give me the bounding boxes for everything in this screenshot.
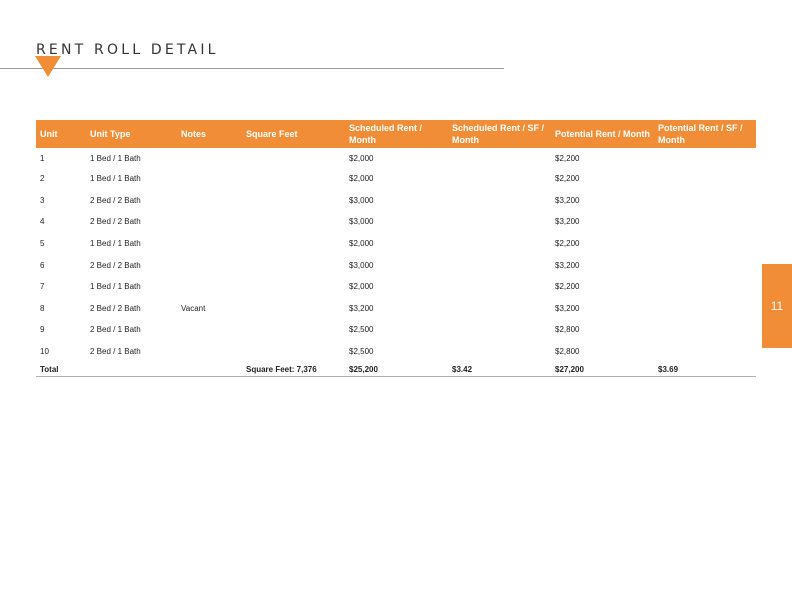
cell-unit-type: 2 Bed / 1 Bath bbox=[90, 347, 141, 357]
cell-scheduled-rent: $2,000 bbox=[349, 153, 374, 163]
cell-scheduled-rent: $2,500 bbox=[349, 325, 374, 335]
header-square-feet: Square Feet bbox=[242, 120, 345, 148]
cell-square-feet bbox=[242, 319, 345, 341]
cell-scheduled-rent: $3,200 bbox=[349, 303, 374, 313]
cell-unit-type: 1 Bed / 1 Bath bbox=[90, 153, 141, 163]
cell-notes bbox=[177, 341, 242, 363]
header-unit-type: Unit Type bbox=[86, 120, 177, 148]
cell-unit: 7 bbox=[40, 282, 45, 292]
cell-potential-rent: $2,200 bbox=[555, 239, 580, 249]
title-divider bbox=[0, 68, 504, 69]
cell-scheduled-rent-sf bbox=[448, 233, 551, 255]
cell-notes: Vacant bbox=[181, 303, 206, 313]
cell-potential-rent: $3,200 bbox=[555, 303, 580, 313]
cell-square-feet bbox=[242, 341, 345, 363]
cell-unit-type: 2 Bed / 2 Bath bbox=[90, 260, 141, 270]
header-potential-rent-sf: Potential Rent / SF / Month bbox=[654, 120, 756, 148]
cell-scheduled-rent: $3,000 bbox=[349, 195, 374, 205]
cell-potential-rent-sf bbox=[654, 168, 756, 190]
cell-scheduled-rent: $3,000 bbox=[349, 217, 374, 227]
table-row bbox=[36, 298, 756, 320]
page-number-tab bbox=[762, 264, 792, 348]
table-row bbox=[36, 190, 756, 212]
total-potential-rent-sf: $3.69 bbox=[654, 362, 756, 377]
cell-potential-rent: $2,800 bbox=[555, 347, 580, 357]
cell-unit: 5 bbox=[40, 239, 45, 249]
table-header-row bbox=[36, 120, 756, 148]
cell-notes bbox=[177, 190, 242, 212]
table-row bbox=[36, 319, 756, 341]
cell-unit: 10 bbox=[40, 347, 49, 357]
cell-unit: 8 bbox=[40, 303, 45, 313]
totals-row bbox=[36, 362, 756, 377]
table-row bbox=[36, 276, 756, 298]
cell-potential-rent-sf bbox=[654, 319, 756, 341]
cell-scheduled-rent: $2,000 bbox=[349, 174, 374, 184]
cell-square-feet bbox=[242, 298, 345, 320]
cell-potential-rent: $2,200 bbox=[555, 174, 580, 184]
cell-unit-type: 1 Bed / 1 Bath bbox=[90, 282, 141, 292]
total-square-feet: Square Feet: 7,376 bbox=[242, 362, 345, 377]
cell-scheduled-rent: $2,000 bbox=[349, 239, 374, 249]
total-scheduled-rent: $25,200 bbox=[345, 362, 448, 377]
cell-square-feet bbox=[242, 148, 345, 168]
cell-unit: 4 bbox=[40, 217, 45, 227]
total-potential-rent: $27,200 bbox=[551, 362, 654, 377]
cell-scheduled-rent-sf bbox=[448, 254, 551, 276]
cell-unit-type: 2 Bed / 2 Bath bbox=[90, 195, 141, 205]
cell-scheduled-rent-sf bbox=[448, 148, 551, 168]
cell-notes bbox=[177, 319, 242, 341]
header-unit: Unit bbox=[36, 120, 86, 148]
cell-unit-type: 2 Bed / 2 Bath bbox=[90, 303, 141, 313]
cell-scheduled-rent-sf bbox=[448, 211, 551, 233]
cell-unit: 1 bbox=[40, 153, 45, 163]
cell-square-feet bbox=[242, 211, 345, 233]
cell-scheduled-rent: $3,000 bbox=[349, 260, 374, 270]
header-scheduled-rent: Scheduled Rent / Month bbox=[345, 120, 448, 148]
cell-unit: 9 bbox=[40, 325, 45, 335]
cell-square-feet bbox=[242, 168, 345, 190]
cell-potential-rent: $3,200 bbox=[555, 195, 580, 205]
cell-scheduled-rent: $2,500 bbox=[349, 347, 374, 357]
cell-unit-type: 1 Bed / 1 Bath bbox=[90, 174, 141, 184]
page-number: 11 bbox=[770, 299, 784, 313]
cell-scheduled-rent-sf bbox=[448, 319, 551, 341]
header-scheduled-rent-sf: Scheduled Rent / SF / Month bbox=[448, 120, 551, 148]
cell-potential-rent-sf bbox=[654, 190, 756, 212]
cell-notes bbox=[177, 276, 242, 298]
cell-unit: 6 bbox=[40, 260, 45, 270]
cell-scheduled-rent-sf bbox=[448, 190, 551, 212]
cell-unit-type: 1 Bed / 1 Bath bbox=[90, 239, 141, 249]
table-row bbox=[36, 168, 756, 190]
cell-potential-rent-sf bbox=[654, 148, 756, 168]
cell-unit: 3 bbox=[40, 195, 45, 205]
cell-scheduled-rent-sf bbox=[448, 298, 551, 320]
table-row bbox=[36, 233, 756, 255]
total-label: Total bbox=[36, 362, 86, 377]
table-row bbox=[36, 148, 756, 168]
table-row bbox=[36, 341, 756, 363]
total-empty bbox=[86, 362, 177, 377]
cell-scheduled-rent: $2,000 bbox=[349, 282, 374, 292]
cell-potential-rent-sf bbox=[654, 211, 756, 233]
cell-notes bbox=[177, 168, 242, 190]
cell-potential-rent-sf bbox=[654, 254, 756, 276]
cell-square-feet bbox=[242, 233, 345, 255]
cell-notes bbox=[177, 148, 242, 168]
page-title: RENT ROLL DETAIL bbox=[36, 42, 219, 59]
cell-square-feet bbox=[242, 254, 345, 276]
cell-scheduled-rent-sf bbox=[448, 341, 551, 363]
cell-potential-rent: $2,200 bbox=[555, 282, 580, 292]
cell-square-feet bbox=[242, 276, 345, 298]
header-potential-rent: Potential Rent / Month bbox=[551, 120, 654, 148]
table-row bbox=[36, 211, 756, 233]
cell-unit: 2 bbox=[40, 174, 45, 184]
cell-scheduled-rent-sf bbox=[448, 276, 551, 298]
cell-potential-rent: $3,200 bbox=[555, 217, 580, 227]
triangle-marker-icon bbox=[35, 56, 61, 77]
cell-square-feet bbox=[242, 190, 345, 212]
rent-roll-table bbox=[36, 120, 756, 377]
cell-scheduled-rent-sf bbox=[448, 168, 551, 190]
total-scheduled-rent-sf: $3.42 bbox=[448, 362, 551, 377]
cell-potential-rent-sf bbox=[654, 341, 756, 363]
header-notes: Notes bbox=[177, 120, 242, 148]
cell-potential-rent-sf bbox=[654, 233, 756, 255]
cell-notes bbox=[177, 211, 242, 233]
cell-unit-type: 2 Bed / 2 Bath bbox=[90, 217, 141, 227]
total-empty bbox=[177, 362, 242, 377]
cell-notes bbox=[177, 233, 242, 255]
cell-potential-rent: $3,200 bbox=[555, 260, 580, 270]
cell-potential-rent-sf bbox=[654, 298, 756, 320]
cell-potential-rent: $2,200 bbox=[555, 153, 580, 163]
table-row bbox=[36, 254, 756, 276]
cell-potential-rent-sf bbox=[654, 276, 756, 298]
cell-potential-rent: $2,800 bbox=[555, 325, 580, 335]
cell-notes bbox=[177, 254, 242, 276]
cell-unit-type: 2 Bed / 1 Bath bbox=[90, 325, 141, 335]
